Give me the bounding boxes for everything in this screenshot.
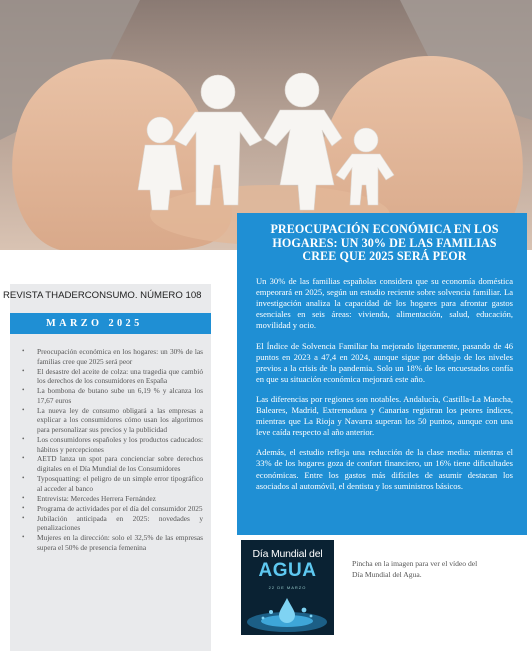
feature-paragraph: Un 30% de las familias españolas considera que su economía doméstica empeorará en 2025, según un estudio reciente sobre solvencia familiar. La investigación analiza la capacidad de los hogares para afrontar gastos esenciales en seis áreas: vivienda, alimentación, salud, educación, movilidad y ocio. xyxy=(256,276,513,331)
video-link-caption: Pincha en la imagen para ver el vídeo del Día Mundial del Agua. xyxy=(352,559,478,579)
list-item[interactable] xyxy=(22,347,203,366)
bullet-icon: • xyxy=(22,503,25,512)
list-item[interactable] xyxy=(22,514,203,533)
thumbnail-headline: AGUA xyxy=(258,560,317,581)
feature-article xyxy=(237,213,527,535)
list-item[interactable] xyxy=(22,504,203,514)
list-item-text: Programa de actividades por el día del consumidor 2025 xyxy=(37,503,203,513)
bullet-icon: • xyxy=(22,366,25,375)
list-item-text: El desastre del aceite de colza: una tragedia que cambió los derechos de los consumidores en España xyxy=(37,366,203,386)
contents-list xyxy=(22,347,203,553)
list-item-text: Typosquatting: el peligro de un simple error tipográfico al acceder al banco xyxy=(37,474,203,493)
bullet-icon: • xyxy=(22,386,25,395)
list-item-text: Mujeres en la dirección: solo el 32,5% de las empresas supera el 50% de presencia femenina xyxy=(37,533,203,552)
bullet-icon: • xyxy=(22,513,25,522)
water-splash-icon xyxy=(241,592,334,635)
list-item-text: Los consumidores españoles y los productos caducados: hábitos y percepciones xyxy=(37,434,203,454)
thumbnail-date: 22 DE MARZO xyxy=(268,585,307,590)
list-item[interactable] xyxy=(22,474,203,493)
list-item[interactable] xyxy=(22,494,203,504)
magazine-title: REVISTA THADERCONSUMO. NÚMERO 108 xyxy=(3,290,202,301)
feature-paragraph: El Índice de Solvencia Familiar ha mejorado ligeramente, pasando de 46 puntos en 2023 a 47,4 en 2024, aunque sigue por debajo de los niveles previos a la crisis de la pandemia. Solo un 18% de los encuestados confía en que su situación económica mejorará este año. xyxy=(256,340,513,384)
list-item-text: Preocupación económica en los hogares: un 30% de las familias cree que 2025 será peor xyxy=(37,347,203,366)
list-item-text: Entrevista: Mercedes Herrera Fernández xyxy=(37,493,156,503)
feature-headline: PREOCUPACIÓN ECONÓMICA EN LOS HOGARES: UN 30% DE LAS FAMILIAS CREE QUE 2025 SERÁ PEOR xyxy=(270,222,499,264)
list-item-text: AETD lanza un spot para concienciar sobre derechos digitales en el Día Mundial de los Consumidores xyxy=(37,454,203,474)
bullet-icon: • xyxy=(22,493,25,502)
list-item[interactable] xyxy=(22,533,203,552)
bullet-icon: • xyxy=(22,434,25,443)
list-item-text: La nueva ley de consumo obligará a las empresas a explicar a los consumidores cómo usan los algoritmos para personalizar sus precios y la publicidad xyxy=(37,405,203,434)
bullet-icon: • xyxy=(22,474,25,483)
list-item[interactable] xyxy=(22,454,203,473)
bullet-icon: • xyxy=(22,533,25,542)
feature-paragraph: Las diferencias por regiones son notables. Andalucía, Castilla-La Mancha, Baleares, Madrid, Extremadura y Canarias registran los peores índices, mientras que La Rioja y Navarra superan los 50 puntos, aunque con una leve caída respecto al año anterior. xyxy=(256,393,513,438)
bullet-icon: • xyxy=(22,347,25,355)
bullet-icon: • xyxy=(22,405,25,414)
feature-paragraph: Además, el estudio refleja una reducción de la clase media: mientras el 33% de los hogares goza de confort financiero, un 16% tiene dificultades económicas. Entre los gastos más difíciles de asumir destacan los asociados al automóvil, el dentista y los suministros básicos. xyxy=(256,447,513,491)
issue-month-banner: MARZO 2025 xyxy=(10,313,211,334)
thumbnail-title: Día Mundial del xyxy=(252,548,323,560)
list-item[interactable] xyxy=(22,367,203,386)
list-item[interactable] xyxy=(22,386,203,405)
water-day-video-thumbnail[interactable] xyxy=(241,540,334,635)
list-item[interactable] xyxy=(22,435,203,454)
list-item-text: La bombona de butano sube un 6,19 % y alcanza los 17,67 euros xyxy=(37,386,203,405)
list-item[interactable] xyxy=(22,406,203,435)
bullet-icon: • xyxy=(22,454,25,463)
list-item-text: Jubilación anticipada en 2025: novedades y penalizaciones xyxy=(37,513,203,533)
